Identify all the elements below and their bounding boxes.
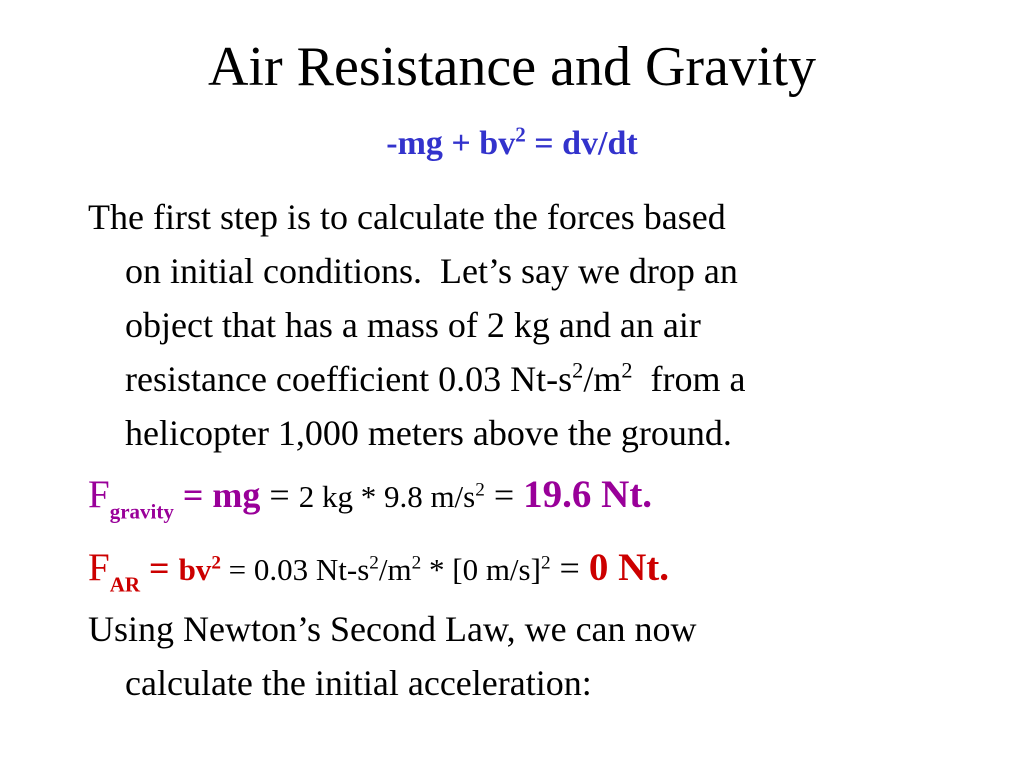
air-resistance-velocity: * [0 m/s] (421, 552, 541, 587)
air-resistance-subscript: AR (109, 572, 141, 597)
equals-sign: = (260, 475, 299, 515)
equation-lhs: -mg + bv (386, 125, 516, 162)
coefficient-exponent: 2 (621, 357, 633, 383)
gravity-force-exponent: 2 (475, 479, 485, 501)
intro-line: on initial conditions. Let’s say we drop an (125, 251, 738, 291)
intro-line: object that has a mass of 2 kg and an air (125, 305, 701, 345)
air-resistance-exponent: 2 (411, 552, 422, 574)
air-resistance-symbol: F (88, 546, 110, 589)
equals-sign: = (550, 548, 589, 588)
coefficient-unit: /m (583, 359, 622, 399)
equals-sign: = (484, 475, 524, 515)
air-resistance-exponent: 2 (369, 552, 379, 574)
intro-line (88, 352, 988, 406)
air-resistance-force-line (88, 543, 988, 595)
gravity-force-result: 19.6 Nt. (523, 473, 653, 516)
gravity-force-subscript: gravity (109, 499, 174, 524)
air-resistance-calculation: = 0.03 Nt-s (220, 552, 370, 587)
newton-paragraph (88, 602, 988, 710)
air-resistance-unit: /m (378, 552, 412, 587)
gravity-force-calculation: 2 kg * 9.8 m/s (298, 479, 476, 514)
newton-line: calculate the initial acceleration: (125, 663, 592, 703)
gravity-force-symbol: F (88, 473, 110, 516)
equation-exponent: 2 (515, 122, 526, 147)
coefficient-text: resistance coefficient 0.03 Nt-s (125, 359, 573, 399)
air-resistance-equals: = (140, 548, 179, 588)
differential-equation (0, 122, 1024, 166)
air-resistance-formula: bv (178, 552, 212, 587)
air-resistance-exponent: 2 (540, 552, 551, 574)
intro-line: The first step is to calculate the forces based (88, 197, 726, 237)
gravity-force-line (88, 470, 988, 522)
intro-line: helicopter 1,000 meters above the ground. (125, 413, 732, 453)
air-resistance-result: 0 Nt. (588, 546, 670, 589)
gravity-force-formula: = mg (173, 475, 261, 515)
equation-rhs: = dv/dt (525, 125, 638, 162)
coefficient-exponent: 2 (572, 357, 584, 383)
air-resistance-formula-exponent: 2 (211, 552, 221, 574)
intro-paragraph (88, 190, 988, 460)
coefficient-tail: from a (632, 359, 746, 399)
newton-line: Using Newton’s Second Law, we can now (88, 609, 697, 649)
slide-title: Air Resistance and Gravity (207, 36, 817, 98)
